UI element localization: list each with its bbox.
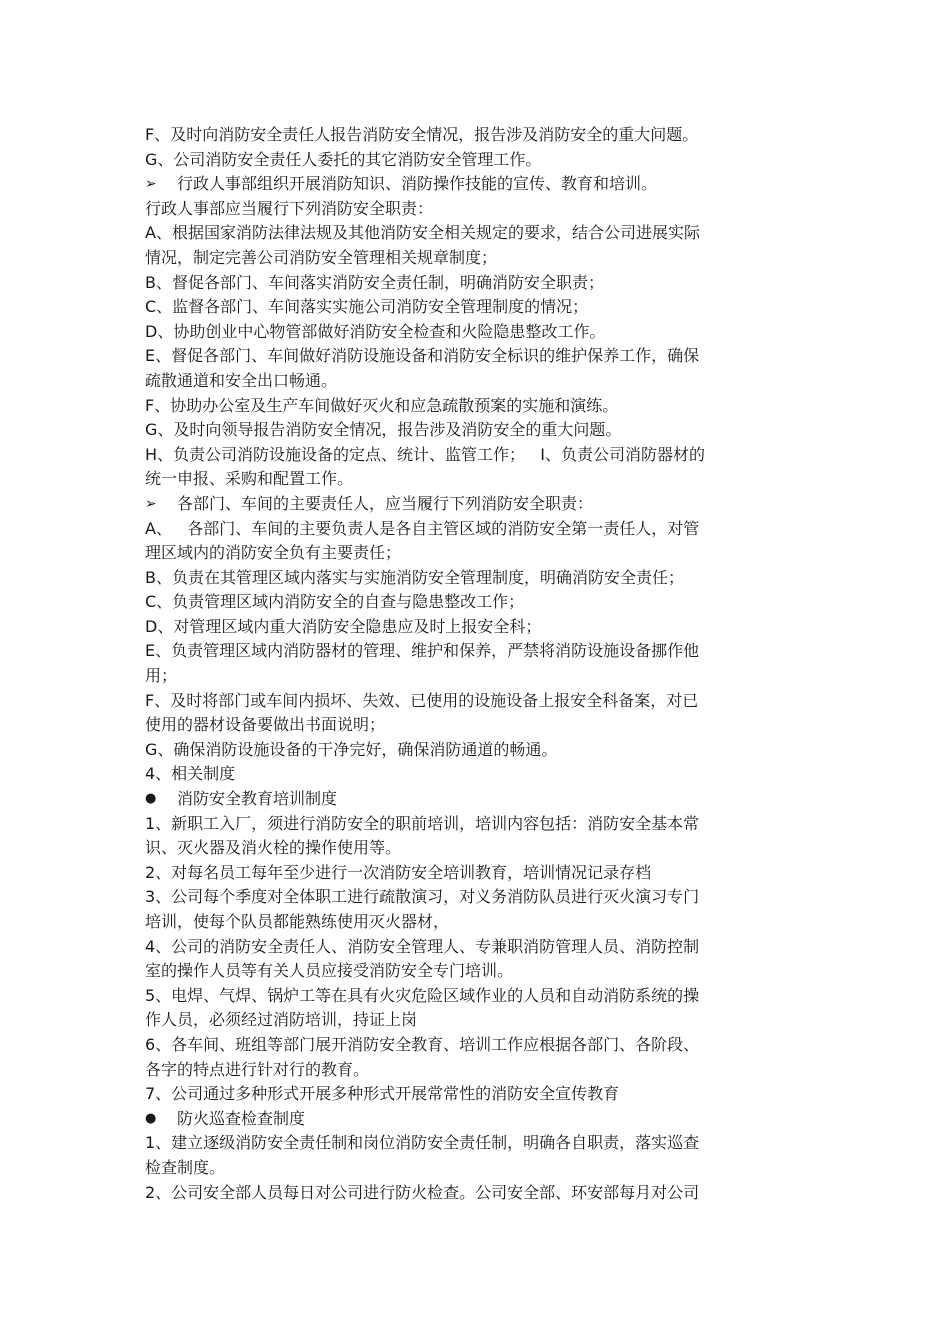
paragraph-line: F、协助办公室及生产车间做好灭火和应急疏散预案的实施和演练。 — [145, 395, 619, 415]
paragraph-line: 用； — [145, 666, 178, 686]
paragraph-line: 2、对每名员工每年至少进行一次消防安全培训教育，培训情况记录存档 — [145, 862, 652, 882]
paragraph-line: 2、公司安全部人员每日对公司进行防火检查。公司安全部、环安部每月对公司 — [145, 1182, 700, 1202]
paragraph-line: E、督促各部门、车间做好消防设施设备和消防安全标识的维护保养工作，确保 — [145, 346, 700, 366]
arrow-bullet-icon: ➢ — [145, 495, 157, 512]
paragraph-line: D、对管理区域内重大消防安全隐患应及时上报安全科； — [145, 616, 542, 636]
paragraph-line: 统一申报、采购和配置工作。 — [145, 469, 354, 489]
dot-bullet-item — [145, 1107, 810, 1132]
bullet-text: 消防安全教育培训制度 — [177, 789, 338, 809]
paragraph-line: 1、建立逐级消防安全责任制和岗位消防安全责任制，明确各自职责，落实巡查 — [145, 1133, 700, 1153]
dot-bullet-item — [145, 787, 810, 812]
paragraph-line: 行政人事部应当履行下列消防安全职责： — [145, 198, 434, 218]
paragraph-line: 理区域内的消防安全负有主要责任； — [145, 543, 402, 563]
paragraph-line: B、督促各部门、车间落实消防安全责任制，明确消防安全职责； — [145, 272, 604, 292]
document-page — [145, 123, 810, 1205]
bullet-text: 行政人事部组织开展消防知识、消防操作技能的宣传、教育和培训。 — [177, 174, 658, 194]
arrow-bullet-item — [145, 172, 810, 197]
bullet-text: 防火巡查检查制度 — [177, 1108, 306, 1128]
paragraph-line: 4、公司的消防安全责任人、消防安全管理人、专兼职消防管理人员、消防控制 — [145, 936, 700, 956]
paragraph-line: 3、公司每个季度对全体职工进行疏散演习，对义务消防队员进行灭火演习专门 — [145, 887, 700, 907]
paragraph-line: F、及时向消防安全责任人报告消防安全情况，报告涉及消防安全的重大问题。 — [145, 125, 699, 144]
paragraph-line: 使用的器材设备要做出书面说明； — [145, 715, 386, 735]
paragraph-line: 识、灭火器及消火栓的操作使用等。 — [145, 838, 402, 858]
bullet-text: 各部门、车间的主要责任人，应当履行下列消防安全职责： — [177, 493, 594, 513]
dot-bullet-icon: ● — [145, 1110, 157, 1126]
paragraph-line: 各字的特点进行针对行的教育。 — [145, 1059, 370, 1079]
paragraph-line: 6、各车间、班组等部门展开消防安全教育、培训工作应根据各部门、各阶段、 — [145, 1034, 700, 1054]
paragraph-line: 情况，制定完善公司消防安全管理相关规章制度； — [145, 247, 498, 267]
paragraph-line: 7、公司通过多种形式开展多种形式开展常常性的消防安全宣传教育 — [145, 1084, 620, 1104]
paragraph-line: A、根据国家消防法律法规及其他消防安全相关规定的要求，结合公司进展实际 — [145, 223, 700, 243]
paragraph-line: H、负责公司消防设施设备的定点、统计、监管工作； I、负责公司消防器材的 — [145, 444, 706, 464]
paragraph-line: 检查制度。 — [145, 1157, 226, 1177]
paragraph-line: G、公司消防安全责任人委托的其它消防安全管理工作。 — [145, 149, 542, 169]
paragraph-line: 5、电焊、气焊、锅炉工等在具有火灾危险区域作业的人员和自动消防系统的操 — [145, 985, 700, 1005]
paragraph-line: 1、新职工入厂，须进行消防安全的职前培训，培训内容包括：消防安全基本常 — [145, 813, 700, 833]
paragraph-line: 作人员，必须经过消防培训，持证上岗 — [145, 1010, 418, 1030]
paragraph-line: E、负责管理区域内消防器材的管理、维护和保养，严禁将消防设施设备挪作他 — [145, 641, 700, 661]
paragraph-line: 培训，使每个队员都能熟练使用灭火器材， — [145, 912, 450, 931]
section-heading: 4、相关制度 — [145, 764, 236, 784]
paragraph-line: 室的操作人员等有关人员应接受消防安全专门培训。 — [145, 961, 514, 981]
paragraph-line: F、及时将部门或车间内损坏、失效、已使用的设施设备上报安全科备案，对已 — [145, 690, 699, 710]
paragraph-line: A、 各部门、车间的主要负责人是各自主管区域的消防安全第一责任人，对管 — [145, 518, 700, 538]
paragraph-line: C、监督各部门、车间落实实施公司消防安全管理制度的情况； — [145, 297, 589, 317]
dot-bullet-icon: ● — [145, 791, 157, 807]
paragraph-line: D、协助创业中心物管部做好消防安全检查和火险隐患整改工作。 — [145, 321, 606, 341]
paragraph-line: 疏散通道和安全出口畅通。 — [145, 370, 338, 390]
arrow-bullet-icon: ➢ — [145, 176, 157, 193]
paragraph-line: B、负责在其管理区域内落实与实施消防安全管理制度，明确消防安全责任； — [145, 567, 684, 587]
arrow-bullet-item — [145, 492, 810, 517]
paragraph-line: C、负责管理区域内消防安全的自查与隐患整改工作； — [145, 592, 525, 612]
paragraph-line: G、及时向领导报告消防安全情况，报告涉及消防安全的重大问题。 — [145, 420, 622, 440]
paragraph-line: G、确保消防设施设备的干净完好，确保消防通道的畅通。 — [145, 739, 558, 759]
